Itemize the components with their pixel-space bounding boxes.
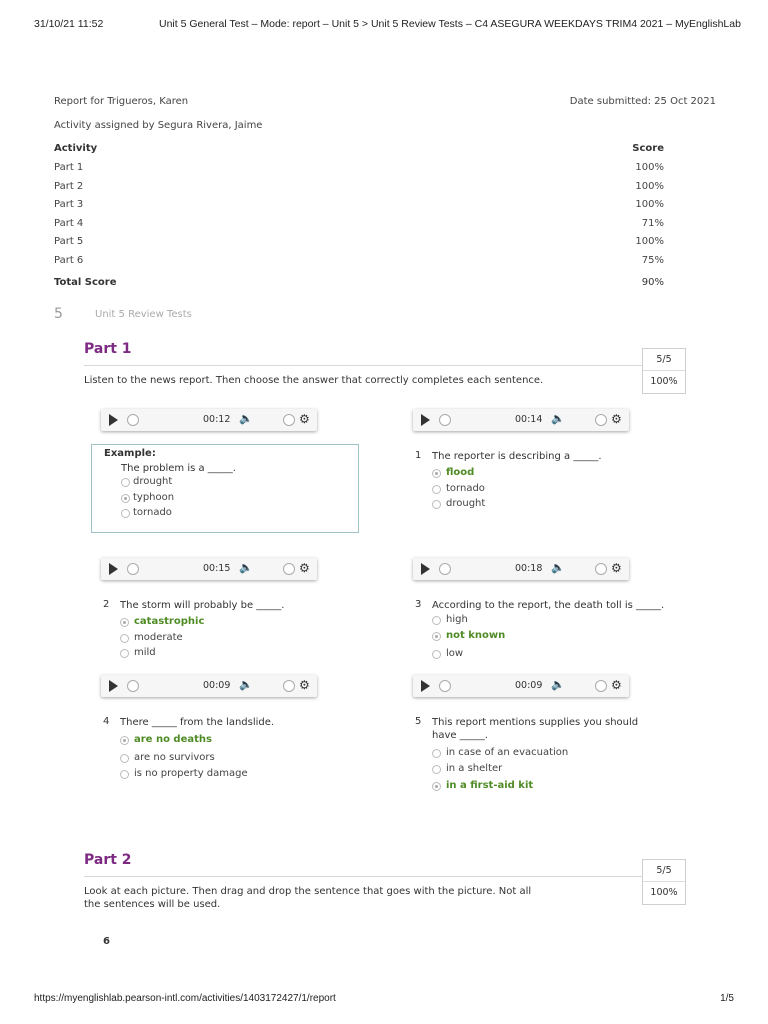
part1-score-percent: 100% <box>650 376 678 387</box>
answer-option[interactable]: are no survivors <box>120 752 248 768</box>
audio-time: 00:18 <box>515 563 543 574</box>
audio-player[interactable] <box>413 558 629 580</box>
part2-score-box <box>642 859 686 905</box>
part1-title: Part 1 <box>84 341 132 357</box>
answer-option[interactable]: tornado <box>432 483 485 499</box>
unit-number: 5 <box>54 306 63 322</box>
volume-handle[interactable] <box>595 563 607 575</box>
example-option: tornado <box>121 507 358 523</box>
table-row <box>54 199 674 218</box>
activity-cell: Part 1 <box>54 162 84 173</box>
question-number: 1 <box>415 450 422 461</box>
radio-button[interactable] <box>432 500 441 509</box>
answer-option-correct[interactable]: catastrophic <box>120 616 204 632</box>
audio-player[interactable] <box>413 675 629 697</box>
question-stem: This report mentions supplies you should have _____. <box>432 717 639 741</box>
question-stem: There _____ from the landslide. <box>120 717 275 728</box>
volume-handle[interactable] <box>595 680 607 692</box>
table-row <box>54 236 674 255</box>
audio-time: 00:12 <box>203 414 231 425</box>
volume-handle[interactable] <box>595 414 607 426</box>
radio-button-selected[interactable] <box>120 618 129 627</box>
report-for: Report for Trigueros, Karen <box>54 96 189 107</box>
print-title: Unit 5 General Test – Mode: report – Unit 5 > Unit 5 Review Tests – C4 ASEGURA WEEKDAYS TRIM4 2021 – MyEnglishLab <box>159 18 741 30</box>
audio-time: 00:09 <box>203 680 231 691</box>
volume-handle[interactable] <box>283 563 295 575</box>
radio-button <box>121 478 130 487</box>
activity-header: Activity <box>54 143 98 154</box>
table-row <box>54 181 674 200</box>
seek-handle[interactable] <box>127 563 139 575</box>
volume-icon[interactable]: 🔈 <box>239 412 253 425</box>
part2-score-fraction: 5/5 <box>643 860 685 882</box>
unit-heading <box>54 306 192 322</box>
answer-option-correct[interactable]: in a first-aid kit <box>432 780 568 796</box>
question-number: 2 <box>103 599 110 610</box>
score-table <box>54 143 674 297</box>
play-icon[interactable] <box>109 680 118 692</box>
answer-option[interactable]: low <box>432 648 505 664</box>
radio-button[interactable] <box>432 650 441 659</box>
example-stem: The problem is a _____. <box>121 463 236 474</box>
assigned-by: Activity assigned by Segura Rivera, Jaime <box>54 120 263 131</box>
audio-player[interactable] <box>101 675 317 697</box>
volume-icon[interactable]: 🔈 <box>239 561 253 574</box>
answer-option[interactable]: is no property damage <box>120 768 248 784</box>
answer-option[interactable]: in case of an evacuation <box>432 747 568 763</box>
table-row <box>54 255 674 274</box>
answer-option[interactable]: drought <box>432 498 485 514</box>
volume-handle[interactable] <box>283 680 295 692</box>
radio-button-selected[interactable] <box>120 736 129 745</box>
radio-button-selected[interactable] <box>432 632 441 641</box>
question-number: 4 <box>103 716 110 727</box>
seek-handle[interactable] <box>439 414 451 426</box>
radio-button <box>121 509 130 518</box>
play-icon[interactable] <box>421 414 430 426</box>
answer-option-correct[interactable]: not known <box>432 630 505 648</box>
question-number: 5 <box>415 716 422 727</box>
seek-handle[interactable] <box>127 414 139 426</box>
audio-player[interactable] <box>101 558 317 580</box>
radio-button[interactable] <box>432 765 441 774</box>
activity-cell: Part 3 <box>54 199 84 210</box>
seek-handle[interactable] <box>127 680 139 692</box>
volume-icon[interactable]: 🔈 <box>551 561 565 574</box>
play-icon[interactable] <box>421 680 430 692</box>
gear-icon[interactable]: ⚙ <box>611 412 622 426</box>
score-table-header <box>54 143 674 162</box>
score-cell: 100% <box>635 180 664 192</box>
question-number: 6 <box>103 936 110 947</box>
radio-button[interactable] <box>120 649 129 658</box>
part1-score-fraction: 5/5 <box>643 349 685 371</box>
play-icon[interactable] <box>421 563 430 575</box>
part1-score-box <box>642 348 686 394</box>
seek-handle[interactable] <box>439 680 451 692</box>
part2-divider <box>84 876 642 877</box>
gear-icon[interactable]: ⚙ <box>611 678 622 692</box>
report-meta <box>54 96 716 144</box>
radio-button[interactable] <box>120 754 129 763</box>
answer-option[interactable]: mild <box>120 647 204 663</box>
radio-button[interactable] <box>432 616 441 625</box>
part2-instructions: Look at each picture. Then drag and drop the sentence that goes with the picture. Not all the sentences will be used. <box>84 886 532 910</box>
question-number: 3 <box>415 599 422 610</box>
score-cell: 100% <box>635 162 664 173</box>
gear-icon[interactable]: ⚙ <box>299 561 310 575</box>
part1-instructions: Listen to the news report. Then choose the answer that correctly completes each sentence. <box>84 375 544 386</box>
volume-icon[interactable]: 🔈 <box>551 678 565 691</box>
audio-time: 00:09 <box>515 680 543 691</box>
total-score-label: Total Score <box>54 277 117 288</box>
score-cell: 100% <box>635 236 664 247</box>
score-cell: 100% <box>635 199 664 210</box>
answer-option[interactable]: in a shelter <box>432 763 568 780</box>
volume-handle[interactable] <box>283 414 295 426</box>
activity-cell: Part 2 <box>54 180 84 192</box>
example-title: Example: <box>104 448 156 459</box>
question-stem: According to the report, the death toll is _____. <box>432 600 665 611</box>
total-score-row <box>54 277 674 297</box>
radio-button[interactable] <box>432 749 441 758</box>
volume-icon[interactable]: 🔈 <box>551 412 565 425</box>
example-option: typhoon <box>121 492 358 508</box>
total-score-value: 90% <box>641 277 664 288</box>
print-timestamp: 31/10/21 11:52 <box>34 18 104 30</box>
part2-title: Part 2 <box>84 852 132 868</box>
seek-handle[interactable] <box>439 563 451 575</box>
table-row <box>54 162 674 181</box>
print-page-number: 1/5 <box>720 993 734 1004</box>
part1-divider <box>84 365 642 366</box>
example-box <box>91 444 359 533</box>
table-row <box>54 218 674 237</box>
audio-player[interactable] <box>413 409 629 431</box>
radio-button-selected[interactable] <box>432 782 441 791</box>
audio-time: 00:15 <box>203 563 231 574</box>
question-stem: The storm will probably be _____. <box>120 600 285 611</box>
gear-icon[interactable]: ⚙ <box>299 412 310 426</box>
date-submitted: Date submitted: 25 Oct 2021 <box>569 96 716 107</box>
question-stem: The reporter is describing a _____. <box>432 451 602 462</box>
answer-option-correct[interactable]: flood <box>432 467 485 483</box>
activity-cell: Part 4 <box>54 217 84 229</box>
answer-option[interactable]: moderate <box>120 632 204 648</box>
audio-time: 00:14 <box>515 414 543 425</box>
score-header: Score <box>632 143 664 154</box>
play-icon[interactable] <box>109 414 118 426</box>
score-cell: 71% <box>641 217 664 229</box>
audio-player[interactable] <box>101 409 317 431</box>
example-option: drought <box>121 476 358 492</box>
answer-option-correct[interactable]: are no deaths <box>120 734 248 752</box>
answer-option[interactable]: high <box>432 614 505 630</box>
gear-icon[interactable]: ⚙ <box>299 678 310 692</box>
activity-cell: Part 6 <box>54 254 84 266</box>
radio-button[interactable] <box>120 634 129 643</box>
gear-icon[interactable]: ⚙ <box>611 561 622 575</box>
score-cell: 75% <box>641 254 664 266</box>
volume-icon[interactable]: 🔈 <box>239 678 253 691</box>
unit-name: Unit 5 Review Tests <box>95 309 192 320</box>
part2-score-percent: 100% <box>650 887 678 898</box>
radio-button[interactable] <box>432 485 441 494</box>
print-url: https://myenglishlab.pearson-intl.com/activities/1403172427/1/report <box>34 993 336 1004</box>
play-icon[interactable] <box>109 563 118 575</box>
radio-button-selected[interactable] <box>432 469 441 478</box>
radio-button[interactable] <box>120 770 129 779</box>
radio-button-selected <box>121 494 130 503</box>
activity-cell: Part 5 <box>54 236 84 247</box>
